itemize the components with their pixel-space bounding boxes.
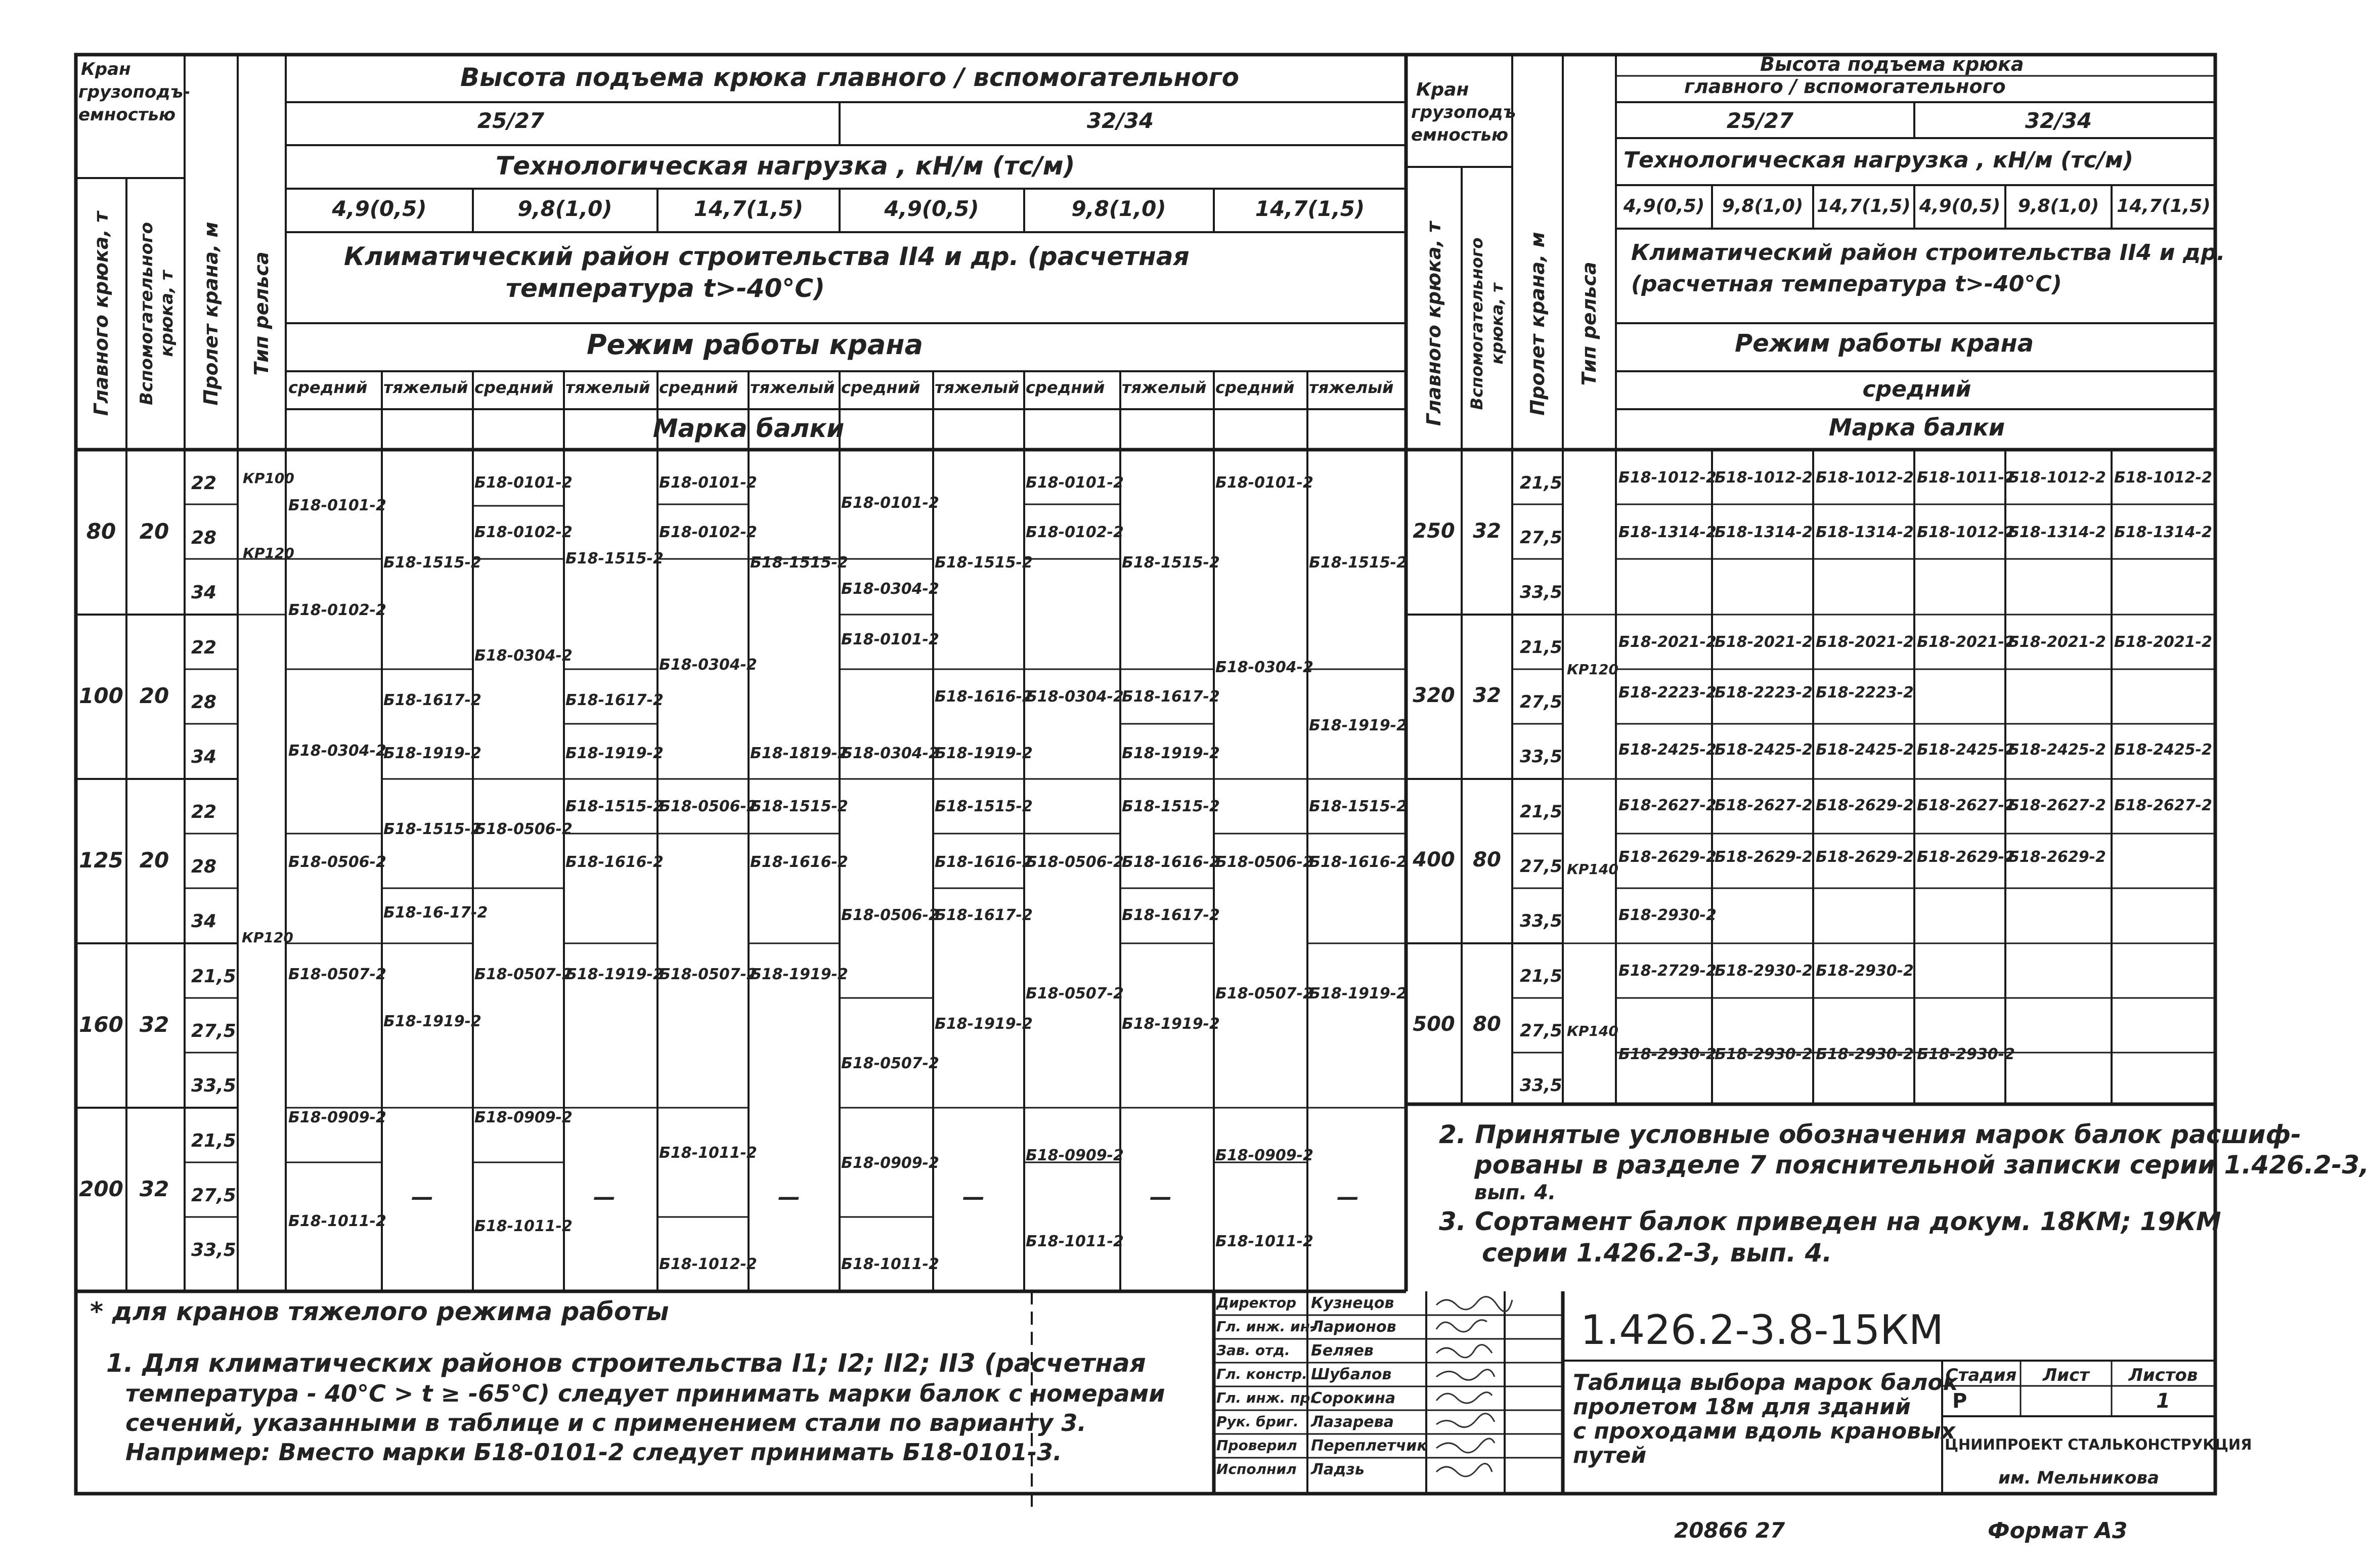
left-mark-c3-5: Б18-0507-2	[474, 966, 573, 983]
left-mark-c2-2: Б18-1617-2	[383, 691, 481, 709]
right-mark-7-1: Б18-2629-2	[1618, 848, 1717, 866]
right-mark-1-3: Б18-1012-2	[1816, 469, 1914, 487]
left-span-2-2: 28	[191, 692, 217, 713]
left-mark-c1-7: Б18-1011-2	[288, 1212, 386, 1230]
left-mode-2: тяжелый	[383, 378, 468, 397]
right-mark-6-2: Б18-2627-2	[1715, 797, 1813, 814]
right-mark-5-5: Б18-2425-2	[2008, 741, 2106, 759]
right-mark-10-3: Б18-2930-2	[1816, 1046, 1914, 1063]
left-mark-c3-4: Б18-0506-2	[474, 820, 573, 838]
left-main-5: 200	[79, 1177, 123, 1201]
left-span-5-2: 27,5	[191, 1185, 236, 1206]
note-1-line-1: 1. Для климатических районов строительства I1; I2; II2; II3 (расчетная	[106, 1348, 1146, 1378]
stage-value: Р	[1952, 1389, 1967, 1413]
left-mark-c2-5: Б18-16-17-2	[383, 904, 488, 922]
right-mark-9-2: Б18-2930-2	[1715, 962, 1813, 980]
left-mark-c7-4: Б18-0304-2	[841, 745, 939, 762]
left-mark-c9-1: Б18-0101-2	[1026, 474, 1124, 492]
left-mark-c1-1: Б18-0101-2	[288, 497, 386, 514]
right-mark-10-2: Б18-2930-2	[1715, 1046, 1813, 1063]
right-load-6: 14,7(1,5)	[2117, 196, 2211, 216]
right-span-4-3: 33,5	[1520, 1075, 1562, 1096]
left-aux-5: 32	[139, 1177, 169, 1201]
left-mark-c11-2: Б18-0304-2	[1215, 659, 1313, 676]
left-load-1: 4,9(0,5)	[332, 196, 427, 221]
left-mark-c2-4: Б18-1515-2	[383, 820, 481, 838]
right-hook-h1: 25/27	[1726, 108, 1794, 133]
left-mark-c12-1: Б18-1515-2	[1309, 554, 1407, 572]
note-1-line-2: температура - 40°C > t ≥ -65°C) следует принимать марки балок с номерами	[125, 1380, 1165, 1407]
left-mark-c6-5: Б18-1919-2	[750, 966, 848, 983]
left-main-2: 100	[79, 683, 123, 708]
left-mark-c9-4: Б18-0506-2	[1026, 853, 1124, 871]
left-mark-c8-8: —	[962, 1184, 985, 1210]
right-main-3: 400	[1413, 848, 1455, 872]
left-mode-8: тяжелый	[935, 378, 1020, 397]
left-mark-c5-5: Б18-0507-2	[659, 966, 757, 983]
left-mark-c8-3: Б18-1919-2	[935, 745, 1033, 762]
right-mark-3-6: Б18-2021-2	[2114, 633, 2212, 651]
right-mark-3-2: Б18-2021-2	[1715, 633, 1813, 651]
right-mark-3-5: Б18-2021-2	[2008, 633, 2106, 651]
left-mark-c4-5: Б18-1616-2	[565, 853, 664, 871]
right-main-hook-label: Главного крюка, т	[1423, 221, 1445, 426]
org-name: ЦНИИПРОЕКТ СТАЛЬКОНСТРУКЦИЯ	[1945, 1436, 2252, 1453]
role-7: Проверил	[1216, 1437, 1297, 1454]
left-mode-6: тяжелый	[750, 378, 835, 397]
left-mark-c4-6: Б18-1919-2	[565, 966, 664, 983]
left-mark-c7-1: Б18-0101-2	[841, 494, 939, 512]
right-aux-2: 32	[1473, 684, 1501, 707]
left-mark-c8-2: Б18-1616-2	[935, 688, 1033, 706]
left-mode-4: тяжелый	[565, 378, 650, 397]
right-mark-2-2: Б18-1314-2	[1715, 524, 1813, 541]
left-rail-2: КР120	[243, 545, 294, 561]
right-mark-4-2: Б18-2223-2	[1715, 684, 1813, 702]
right-hook-height-2: главного / вспомогательного	[1684, 75, 2006, 98]
left-aux-hook-label-2: крюка, т	[157, 270, 177, 357]
left-mark-c3-6: Б18-0909-2	[474, 1109, 573, 1126]
stage-label: Стадия	[1945, 1365, 2017, 1385]
left-mark-c1-6: Б18-0909-2	[288, 1109, 386, 1126]
right-mark-7-3: Б18-2629-2	[1816, 848, 1914, 866]
left-mode-3: средний	[474, 378, 554, 397]
left-mode-10: тяжелый	[1122, 378, 1207, 397]
left-mark-c5-6: Б18-1011-2	[659, 1144, 757, 1162]
right-mark-8-1: Б18-2930-2	[1618, 906, 1717, 924]
title-line-4: путей	[1573, 1443, 1647, 1468]
left-mark-c2-3: Б18-1919-2	[383, 745, 481, 762]
role-2: Гл. инж. ин-	[1216, 1318, 1316, 1335]
left-mark-c1-5: Б18-0507-2	[288, 966, 386, 983]
right-hook-h2: 32/34	[2025, 108, 2092, 133]
right-mark-6-3: Б18-2629-2	[1816, 797, 1914, 814]
right-hook-height-1: Высота подъема крюка	[1760, 53, 2024, 75]
drawing-code: 1.426.2-3.8-15КМ	[1581, 1306, 1944, 1354]
right-rail-2: КР140	[1567, 861, 1618, 878]
left-mark-c8-4: Б18-1515-2	[935, 798, 1033, 815]
left-main-3: 125	[79, 848, 123, 873]
left-crane-label-3: емностью	[78, 105, 176, 125]
right-aux-hook-label-2: крюка, т	[1487, 283, 1507, 365]
right-mark-6-1: Б18-2627-2	[1618, 797, 1717, 814]
right-mark-2-4: Б18-1012-2	[1917, 524, 2015, 541]
left-mark-c8-6: Б18-1617-2	[935, 906, 1033, 924]
left-aux-1: 20	[139, 519, 169, 544]
right-climate-1: Климатический район строительства II4 и др.	[1631, 240, 2225, 266]
left-mode-7: средний	[841, 378, 920, 397]
left-mark-c11-6: Б18-1011-2	[1215, 1233, 1313, 1250]
left-load-6: 14,7(1,5)	[1255, 196, 1365, 221]
title-line-2: пролетом 18м для зданий	[1573, 1394, 1911, 1420]
name-5: Сорокина	[1311, 1389, 1396, 1407]
right-crane-label-2: грузоподъ	[1411, 102, 1516, 122]
note-3-line-1: 3. Сортамент балок приведен на докум. 18КМ; 19КМ	[1439, 1207, 2221, 1236]
right-mode: средний	[1862, 376, 1971, 402]
right-mark-5-2: Б18-2425-2	[1715, 741, 1813, 759]
right-climate-2: (расчетная температура t>-40°C)	[1631, 271, 2062, 297]
left-mark-c11-3: Б18-0506-2	[1215, 853, 1313, 871]
left-mark-c5-2: Б18-0102-2	[659, 524, 757, 541]
left-aux-2: 20	[139, 683, 169, 708]
right-mark-3-3: Б18-2021-2	[1816, 633, 1914, 651]
right-aux-1: 32	[1473, 519, 1501, 543]
left-crane-label-1: Кран	[81, 59, 131, 79]
right-load-3: 14,7(1,5)	[1817, 196, 1911, 216]
right-mark-1-2: Б18-1012-2	[1715, 469, 1813, 487]
org-subname: им. Мельникова	[1998, 1468, 2159, 1488]
right-aux-3: 80	[1473, 848, 1501, 872]
right-main-2: 320	[1413, 684, 1455, 707]
right-mark-4-3: Б18-2223-2	[1816, 684, 1914, 702]
right-mark-6-6: Б18-2627-2	[2114, 797, 2212, 814]
right-mark-1-5: Б18-1012-2	[2008, 469, 2106, 487]
note-2-line-1: 2. Принятые условные обозначения марок балок расшиф-	[1439, 1120, 2301, 1149]
left-hook-h2: 32/34	[1086, 108, 1154, 133]
footnote-heavy-mode: * для кранов тяжелого режима работы	[90, 1297, 669, 1326]
left-mode-1: средний	[288, 378, 368, 397]
right-span-2-2: 27,5	[1520, 692, 1562, 712]
left-mark-c10-7: Б18-1919-2	[1122, 1015, 1220, 1033]
right-mark-2-6: Б18-1314-2	[2114, 524, 2212, 541]
left-mark-c8-5: Б18-1616-2	[935, 853, 1033, 871]
title-line-1: Таблица выбора марок балок	[1573, 1370, 1958, 1396]
left-mark-c1-4: Б18-0506-2	[288, 853, 386, 871]
role-6: Рук. бриг.	[1216, 1413, 1299, 1430]
right-mark-6-5: Б18-2627-2	[2008, 797, 2106, 814]
right-mark-10-4: Б18-2930-2	[1917, 1046, 2015, 1063]
left-mark-c5-4: Б18-0506-2	[659, 798, 757, 815]
role-4: Гл. констр.	[1216, 1366, 1307, 1382]
left-hook-height-title: Высота подъема крюка главного / вспомогательного	[460, 63, 1239, 92]
note-3-line-2: серии 1.426.2-3, вып. 4.	[1482, 1238, 1832, 1268]
right-crane-label-3: емностью	[1411, 125, 1509, 145]
right-mark-7-4: Б18-2629-2	[1917, 848, 2015, 866]
left-mark-c12-5: Б18-1919-2	[1309, 985, 1407, 1003]
right-aux-4: 80	[1473, 1013, 1501, 1036]
left-mark-c7-6: Б18-0507-2	[841, 1055, 939, 1072]
left-mark-c9-2: Б18-0102-2	[1026, 524, 1124, 541]
right-mark-7-5: Б18-2629-2	[2008, 848, 2106, 866]
name-4: Шубалов	[1311, 1366, 1392, 1383]
left-mark-c11-5: Б18-0909-2	[1215, 1147, 1313, 1164]
name-7: Переплетчик	[1311, 1437, 1427, 1455]
left-mark-c12-4: Б18-1616-2	[1309, 853, 1407, 871]
left-mark-c4-1: Б18-1515-2	[565, 550, 664, 568]
left-mark-c10-5: Б18-1616-2	[1122, 853, 1220, 871]
right-main-1: 250	[1413, 519, 1455, 543]
left-mark-c6-4: Б18-1616-2	[750, 853, 848, 871]
right-span-3-2: 27,5	[1520, 856, 1562, 877]
note-1-line-3: сечений, указанными в таблице и с применением стали по варианту 3.	[125, 1409, 1086, 1436]
right-span-4-2: 27,5	[1520, 1021, 1562, 1041]
left-span-3-1: 22	[191, 802, 217, 822]
left-mark-c4-4: Б18-1515-2	[565, 798, 664, 815]
left-mark-c8-1: Б18-1515-2	[935, 554, 1033, 572]
left-mark-c11-1: Б18-0101-2	[1215, 474, 1313, 492]
left-mark-c12-2: Б18-1919-2	[1309, 717, 1407, 734]
right-mark-3-4: Б18-2021-2	[1917, 633, 2015, 651]
sheets-label: Листов	[2128, 1365, 2198, 1385]
name-6: Лазарева	[1311, 1413, 1394, 1431]
right-span-label: Пролет крана, м	[1526, 232, 1549, 416]
left-beam-mark: Марка балки	[652, 414, 845, 443]
left-mark-c6-3: Б18-1515-2	[750, 798, 848, 815]
right-mark-1-1: Б18-1012-2	[1618, 469, 1717, 487]
left-mark-c10-4: Б18-1515-2	[1122, 798, 1220, 815]
right-rail-label: Тип рельса	[1578, 262, 1600, 386]
name-3: Беляев	[1311, 1342, 1374, 1360]
name-1: Кузнецов	[1311, 1294, 1394, 1312]
left-mark-c12-3: Б18-1515-2	[1309, 798, 1407, 815]
left-mode-title: Режим работы крана	[587, 329, 924, 361]
left-mark-c5-1: Б18-0101-2	[659, 474, 757, 492]
left-mark-c10-2: Б18-1617-2	[1122, 688, 1220, 706]
right-mark-7-2: Б18-2629-2	[1715, 848, 1813, 866]
right-span-4-1: 21,5	[1520, 966, 1562, 986]
left-span-3-3: 34	[191, 911, 217, 932]
right-beam-mark: Марка балки	[1828, 414, 2005, 441]
left-tech-load: Технологическая нагрузка , кН/м (тс/м)	[496, 151, 1075, 181]
left-mark-c9-3: Б18-0304-2	[1026, 688, 1124, 706]
name-2: Ларионов	[1311, 1318, 1396, 1336]
left-mark-c2-1: Б18-1515-2	[383, 554, 481, 572]
right-main-4: 500	[1413, 1013, 1455, 1036]
left-span-4-2: 27,5	[191, 1021, 236, 1041]
left-rail-1: КР100	[243, 470, 294, 487]
role-3: Зав. отд.	[1216, 1342, 1290, 1359]
left-aux-3: 20	[139, 848, 169, 873]
right-mark-5-1: Б18-2425-2	[1618, 741, 1717, 759]
left-mark-c8-7: Б18-1919-2	[935, 1015, 1033, 1033]
left-mark-c4-2: Б18-1617-2	[565, 691, 664, 709]
left-main-4: 160	[79, 1012, 123, 1037]
left-mark-c1-2: Б18-0102-2	[288, 601, 386, 619]
right-load-2: 9,8(1,0)	[1722, 196, 1804, 216]
left-span-2-3: 34	[191, 747, 217, 767]
left-aux-4: 32	[139, 1012, 169, 1037]
left-mark-c3-2: Б18-0102-2	[474, 524, 573, 541]
left-mark-c5-3: Б18-0304-2	[659, 656, 757, 674]
left-aux-hook-label-1: Вспомогательного	[137, 222, 157, 405]
right-rail-1: КР120	[1567, 661, 1618, 678]
left-span-2-1: 22	[191, 637, 217, 658]
left-mark-c7-2: Б18-0304-2	[841, 580, 939, 598]
right-span-3-1: 21,5	[1520, 802, 1562, 822]
right-span-1-3: 33,5	[1520, 582, 1562, 602]
left-mark-c5-7: Б18-1012-2	[659, 1255, 757, 1273]
left-mode-5: средний	[659, 378, 738, 397]
right-mark-5-4: Б18-2425-2	[1917, 741, 2015, 759]
right-mark-2-1: Б18-1314-2	[1618, 524, 1717, 541]
left-mode-12: тяжелый	[1309, 378, 1394, 397]
left-mark-c9-7: Б18-1011-2	[1026, 1233, 1124, 1250]
left-mark-c3-7: Б18-1011-2	[474, 1217, 573, 1235]
left-span-4-1: 21,5	[191, 966, 236, 987]
archive-number: 20866 27	[1674, 1518, 1785, 1543]
left-mark-c10-6: Б18-1617-2	[1122, 906, 1220, 924]
right-span-1-1: 21,5	[1520, 473, 1562, 493]
left-climate-2: температура t>-40°C)	[506, 274, 825, 303]
left-span-1-2: 28	[191, 528, 217, 548]
right-crane-label-1: Кран	[1416, 79, 1469, 100]
left-mark-c12-6: —	[1337, 1184, 1359, 1210]
right-rail-3: КР140	[1567, 1023, 1618, 1039]
left-mode-9: средний	[1026, 378, 1105, 397]
right-tech-load: Технологическая нагрузка , кН/м (тс/м)	[1624, 147, 2134, 173]
left-main-hook-label: Главного крюка, т	[90, 211, 112, 416]
left-rail-label: Тип рельса	[250, 251, 273, 376]
left-load-3: 14,7(1,5)	[693, 196, 804, 221]
role-1: Директор	[1216, 1294, 1297, 1311]
left-mark-c9-5: Б18-0507-2	[1026, 985, 1124, 1003]
left-mark-c11-4: Б18-0507-2	[1215, 985, 1313, 1003]
left-mark-c1-3: Б18-0304-2	[288, 742, 386, 760]
role-5: Гл. инж. пр.	[1216, 1389, 1315, 1406]
left-climate-1: Климатический район строительства II4 и др. (расчетная	[344, 242, 1190, 271]
right-mark-5-6: Б18-2425-2	[2114, 741, 2212, 759]
note-1-line-4: Например: Вместо марки Б18-0101-2 следует принимать Б18-0101-3.	[125, 1439, 1062, 1466]
left-hook-h1: 25/27	[477, 108, 545, 133]
right-load-5: 9,8(1,0)	[2017, 196, 2099, 216]
title-line-3: с проходами вдоль крановых	[1573, 1418, 1956, 1444]
left-span-5-3: 33,5	[191, 1240, 236, 1260]
right-mark-5-3: Б18-2425-2	[1816, 741, 1914, 759]
right-span-1-2: 27,5	[1520, 528, 1562, 548]
left-mark-c6-1: Б18-1515-2	[750, 554, 848, 572]
right-mode-title: Режим работы крана	[1735, 329, 2034, 358]
right-load-4: 4,9(0,5)	[1919, 196, 2001, 216]
left-mark-c4-3: Б18-1919-2	[565, 745, 664, 762]
right-mark-9-1: Б18-2729-2	[1618, 962, 1717, 980]
left-mark-c4-7: —	[593, 1184, 616, 1210]
note-2-line-3: вып. 4.	[1474, 1181, 1556, 1204]
right-span-3-3: 33,5	[1520, 911, 1562, 931]
left-mark-c7-7: Б18-0909-2	[841, 1154, 939, 1172]
right-mark-2-3: Б18-1314-2	[1816, 524, 1914, 541]
sheet-format: Формат А3	[1988, 1518, 2128, 1544]
left-mark-c2-7: —	[411, 1184, 433, 1210]
left-mode-11: средний	[1215, 378, 1295, 397]
left-mark-c10-8: —	[1150, 1184, 1172, 1210]
left-mark-c9-6: Б18-0909-2	[1026, 1147, 1124, 1164]
right-mark-1-6: Б18-1012-2	[2114, 469, 2212, 487]
left-span-3-2: 28	[191, 856, 217, 877]
left-mark-c10-1: Б18-1515-2	[1122, 554, 1220, 572]
left-main-1: 80	[86, 519, 116, 544]
role-8: Исполнил	[1216, 1461, 1297, 1477]
left-load-2: 9,8(1,0)	[517, 196, 612, 221]
right-mark-6-4: Б18-2627-2	[1917, 797, 2015, 814]
note-2-line-2: рованы в разделе 7 пояснительной записки серии 1.426.2-3,	[1474, 1150, 2369, 1180]
left-mark-c7-8: Б18-1011-2	[841, 1255, 939, 1273]
left-mark-c10-3: Б18-1919-2	[1122, 745, 1220, 762]
left-load-5: 9,8(1,0)	[1071, 196, 1166, 221]
left-rail-3: КР120	[242, 929, 293, 946]
left-span-label: Пролет крана, м	[200, 222, 222, 406]
left-mark-c6-2: Б18-1819-2	[750, 745, 848, 762]
right-span-2-1: 21,5	[1520, 637, 1562, 658]
left-span-4-3: 33,5	[191, 1075, 236, 1096]
sheets-value: 1	[2156, 1389, 2170, 1413]
left-mark-c7-5: Б18-0506-2	[841, 906, 939, 924]
left-mark-c3-3: Б18-0304-2	[474, 647, 573, 665]
right-span-2-3: 33,5	[1520, 747, 1562, 767]
left-crane-label-2: грузоподъ-	[78, 82, 191, 102]
left-mark-c2-6: Б18-1919-2	[383, 1013, 481, 1030]
right-mark-10-1: Б18-2930-2	[1618, 1046, 1717, 1063]
left-span-5-1: 21,5	[191, 1130, 236, 1151]
right-mark-1-4: Б18-1011-2	[1917, 469, 2015, 487]
left-span-1-3: 34	[191, 582, 217, 603]
left-mark-c3-1: Б18-0101-2	[474, 474, 573, 492]
left-mark-c7-3: Б18-0101-2	[841, 631, 939, 648]
right-load-1: 4,9(0,5)	[1623, 196, 1705, 216]
right-mark-4-1: Б18-2223-2	[1618, 684, 1717, 702]
left-span-1-1: 22	[191, 473, 217, 494]
right-mark-9-3: Б18-2930-2	[1816, 962, 1914, 980]
sheet-label: Лист	[2043, 1365, 2089, 1385]
right-mark-3-1: Б18-2021-2	[1618, 633, 1717, 651]
right-aux-hook-label-1: Вспомогательного	[1467, 237, 1486, 410]
left-mark-c6-6: —	[778, 1184, 800, 1210]
right-mark-2-5: Б18-1314-2	[2008, 524, 2106, 541]
left-load-4: 4,9(0,5)	[884, 196, 979, 221]
name-8: Ладзь	[1311, 1461, 1365, 1478]
